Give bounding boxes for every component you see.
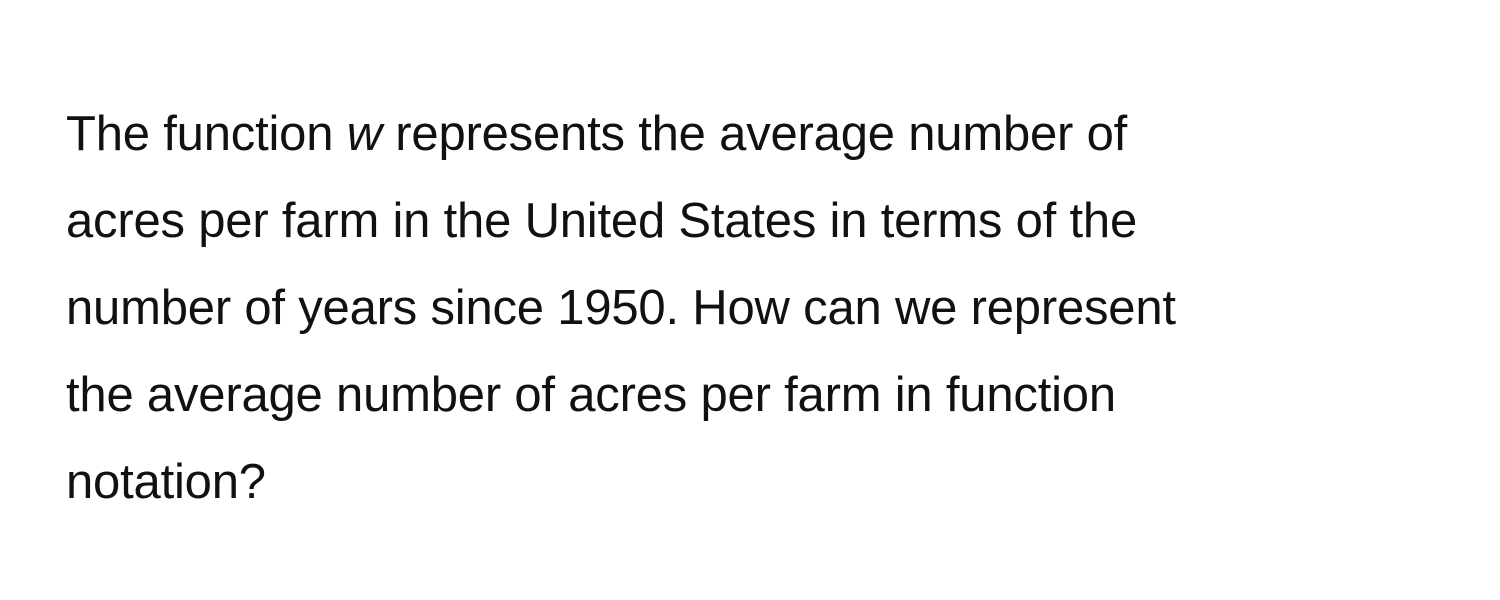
function-variable: w <box>346 107 382 161</box>
question-line-5: notation? <box>66 455 266 509</box>
line-1-suffix: represents the average number of <box>381 107 1128 161</box>
line-1-prefix: The function <box>66 107 347 161</box>
question-line-1 <box>66 91 1446 178</box>
question-line-2: acres per farm in the United States in terms of the <box>66 194 1138 248</box>
question-line-3: number of years since 1950. How can we represent <box>66 281 1176 335</box>
question-line-4: the average number of acres per farm in function <box>66 368 1116 422</box>
question-text <box>66 91 1446 526</box>
